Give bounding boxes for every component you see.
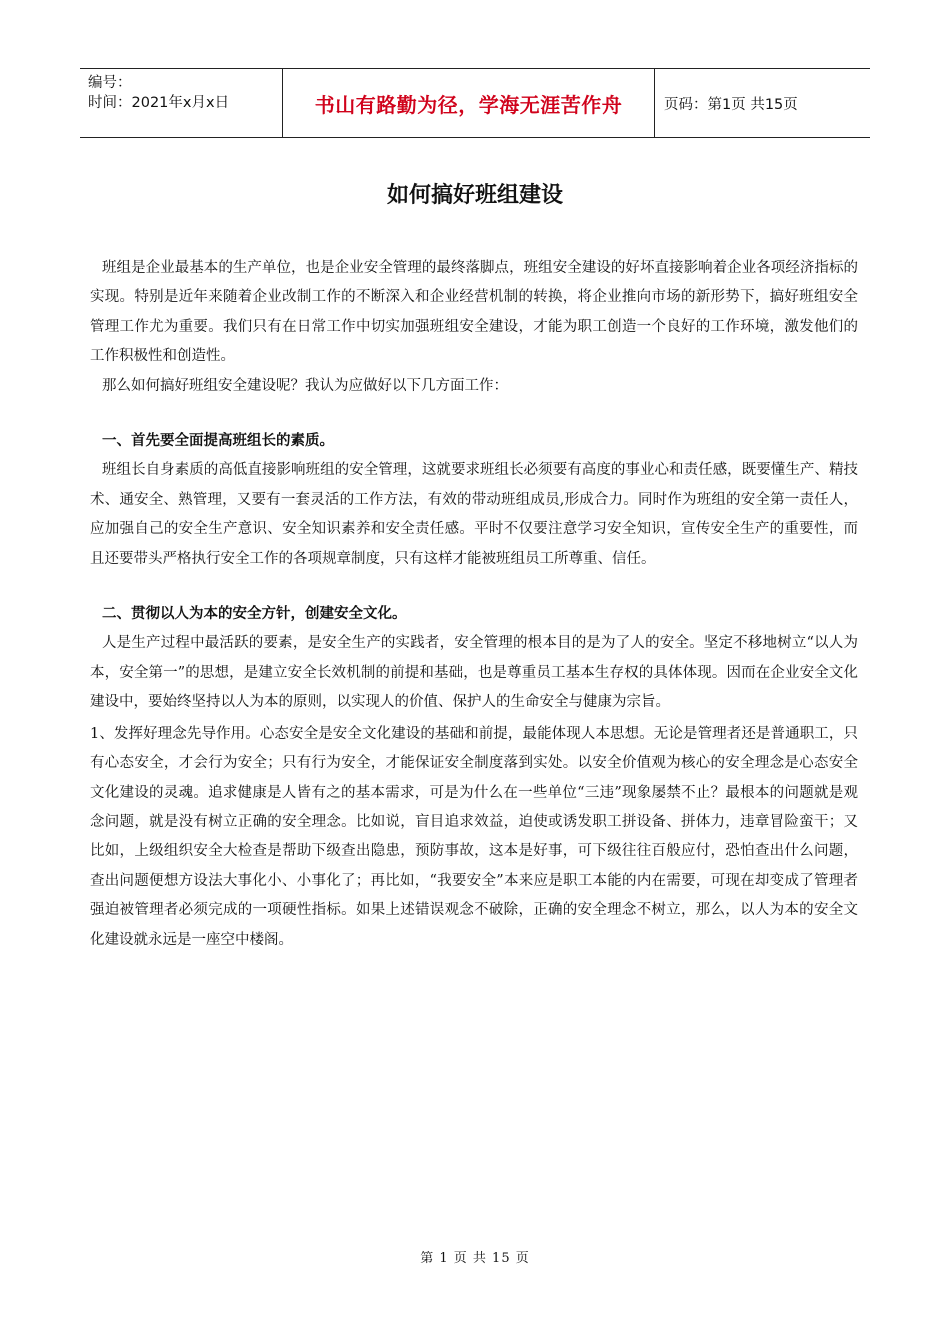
- section-heading: 一、首先要全面提高班组长的素质。: [102, 433, 334, 450]
- paragraph: 班组是企业最基本的生产单位，也是企业安全管理的最终落脚点，班组安全建设的好坏直接影响着企业各项经济指标的实现。特别是近年来随着企业改制工作的不断深入和企业经营机制的转换，将企业推向市场的新形势下，搞好班组安全管理工作尤为重要。我们只有在日常工作中切实加强班组安全建设，才能为职工创造一个良好的工作环境，激发他们的工作积极性和创造性。: [90, 260, 858, 365]
- header-divider: [654, 69, 655, 137]
- header-motto: 书山有路勤为径，学海无涯苦作舟: [314, 92, 623, 117]
- document-body: [90, 254, 858, 955]
- paragraph: 班组长自身素质的高低直接影响班组的安全管理，这就要求班组长必须要有高度的事业心和责任感，既要懂生产、精技术、通安全、熟管理，又要有一套灵活的工作方法，有效的带动班组成员,形成合力。同时作为班组的安全第一责任人，应加强自己的安全生产意识、安全知识素养和安全责任感。平时不仅要注意学习安全知识，宣传安全生产的重要性，而且还要带头严格执行安全工作的各项规章制度，只有这样才能被班组员工所尊重、信任。: [90, 462, 858, 567]
- paragraph: 人是生产过程中最活跃的要素，是安全生产的实践者，安全管理的根本目的是为了人的安全。坚定不移地树立“以人为本，安全第一”的思想，是建立安全长效机制的前提和基础，也是尊重员工基本生存权的具体体现。因而在企业安全文化建设中，要始终坚持以人为本的原则，以实现人的价值、保护人的生命安全与健康为宗旨。: [90, 635, 858, 711]
- document-title: 如何搞好班组建设: [386, 183, 563, 208]
- header-page-info: 页码：第1页 共15页: [664, 96, 798, 113]
- document-date: 时间：2021年x月x日: [88, 95, 230, 111]
- section-heading: 二、贯彻以人为本的安全方针，创建安全文化。: [102, 606, 407, 623]
- page-footer: 第 1 页 共 15 页: [420, 1251, 530, 1266]
- paragraph: 那么如何搞好班组安全建设呢？我认为应做好以下几方面工作：: [102, 377, 508, 394]
- header-table: [80, 68, 870, 138]
- document-number: 编号：: [88, 75, 132, 91]
- numbered-item: 1、发挥好理念先导作用。心态安全是安全文化建设的基础和前提，最能体现人本思想。无论是管理者还是普通职工，只有心态安全，才会行为安全；只有行为安全，才能保证安全制度落到实处。以安全价值观为核心的安全理念是心态安全文化建设的灵魂。追求健康是人皆有之的基本需求，可是为什么在一些单位“三违”现象屡禁不止？最根本的问题就是观念问题，就是没有树立正确的安全理念。比如说，盲目追求效益，迫使或诱发职工拼设备、拼体力，违章冒险蛮干；又比如，上级组织安全大检查是帮助下级查出隐患，预防事故，这本是好事，可下级往往百般应付，恐怕查出什么问题，查出问题便想方设法大事化小、小事化了；再比如，“我要安全”本来应是职工本能的内在需要，可现在却变成了管理者强迫被管理者必须完成的一项硬性指标。如果上述错误观念不破除，正确的安全理念不树立，那么，以人为本的安全文化建设就永远是一座空中楼阁。: [90, 725, 858, 948]
- header-meta: [88, 73, 283, 113]
